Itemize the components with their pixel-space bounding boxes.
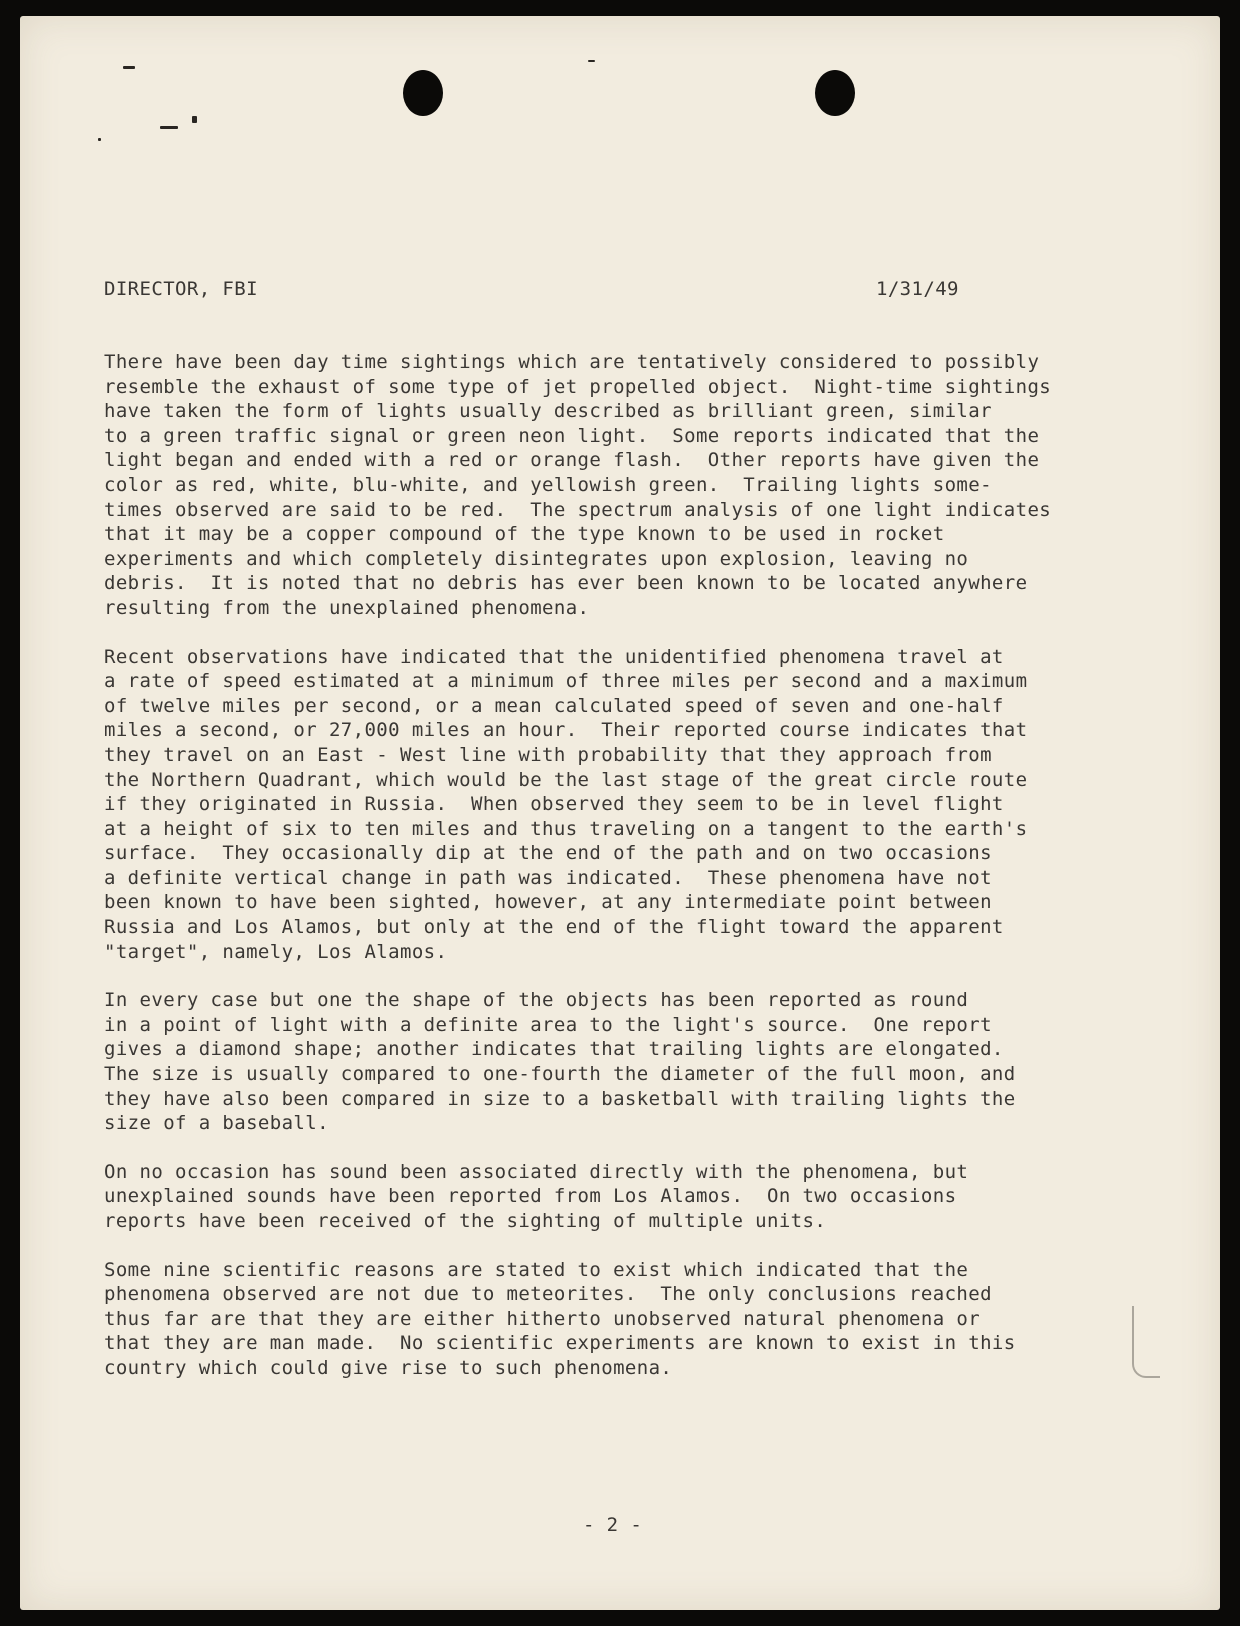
memo-paragraph [104, 1160, 1154, 1234]
ink-speck [588, 60, 595, 62]
paragraph-line: Some nine scientific reasons are stated to exist which indicated that the [104, 1258, 969, 1281]
memo-paragraph [104, 988, 1154, 1136]
punch-hole-right [815, 70, 855, 116]
paragraph-line: have taken the form of lights usually described as brilliant green, similar [104, 400, 992, 423]
paragraph-line: a definite vertical change in path was indicated. These phenomena have not [104, 866, 992, 889]
paragraph-line: The size is usually compared to one-fourth the diameter of the full moon, and [104, 1063, 1016, 1086]
paragraph-line: light began and ended with a red or orange flash. Other reports have given the [104, 449, 1040, 472]
paragraph-line: Russia and Los Alamos, but only at the end of the flight toward the apparent [104, 916, 1004, 939]
ink-speck [160, 126, 178, 129]
paragraph-line: gives a diamond shape; another indicates that trailing lights are elongated. [104, 1038, 1004, 1061]
paragraph-line: Recent observations have indicated that the unidentified phenomena travel at [104, 645, 1004, 668]
paragraph-line: On no occasion has sound been associated directly with the phenomena, but [104, 1160, 969, 1183]
memo-date: 1/31/49 [876, 278, 959, 300]
paragraph-line: There have been day time sightings which are tentatively considered to possibly [104, 351, 1040, 373]
punch-hole-left [403, 70, 443, 116]
paragraph-line: resemble the exhaust of some type of jet propelled object. Night-time sightings [104, 375, 1052, 398]
paragraph-line: resulting from the unexplained phenomena. [104, 596, 590, 619]
paragraph-line: to a green traffic signal or green neon light. Some reports indicated that the [104, 424, 1040, 447]
memo-paragraph [104, 1258, 1154, 1381]
paragraph-line: of twelve miles per second, or a mean calculated speed of seven and one-half [104, 694, 1004, 717]
paragraph-line: been known to have been sighted, however, at any intermediate point between [104, 891, 992, 914]
memo-body [104, 350, 1154, 1405]
paragraph-line: miles a second, or 27,000 miles an hour. Their reported course indicates that [104, 719, 1028, 742]
paragraph-line: if they originated in Russia. When observed they seem to be in level flight [104, 793, 1004, 816]
paragraph-line: that it may be a copper compound of the type known to be used in rocket [104, 523, 945, 546]
ink-speck [192, 116, 197, 123]
paragraph-line: "target", namely, Los Alamos. [104, 940, 448, 963]
paragraph-line: phenomena observed are not due to meteorites. The only conclusions reached [104, 1283, 992, 1306]
paragraph-line: debris. It is noted that no debris has ever been known to be located anywhere [104, 572, 1028, 595]
paragraph-line: that they are man made. No scientific experiments are known to exist in this [104, 1332, 1016, 1355]
page-number: - 2 - [583, 1514, 643, 1536]
paragraph-line: the Northern Quadrant, which would be the last stage of the great circle route [104, 768, 1028, 791]
margin-bracket-mark [1132, 1306, 1160, 1378]
ink-speck [98, 138, 101, 141]
paragraph-line: unexplained sounds have been reported from Los Alamos. On two occasions [104, 1185, 957, 1208]
paragraph-line: they have also been compared in size to a basketball with trailing lights the [104, 1087, 1016, 1110]
paragraph-line: times observed are said to be red. The spectrum analysis of one light indicates [104, 498, 1052, 521]
paragraph-line: country which could give rise to such phenomena. [104, 1356, 673, 1379]
memo-paragraph [104, 645, 1154, 965]
paragraph-line: in a point of light with a definite area to the light's source. One report [104, 1013, 992, 1036]
memo-paragraph [104, 350, 1154, 621]
memo-page [20, 16, 1220, 1610]
paragraph-line: size of a baseball. [104, 1112, 329, 1135]
paragraph-line: In every case but one the shape of the objects has been reported as round [104, 989, 969, 1012]
paragraph-line: experiments and which completely disintegrates upon explosion, leaving no [104, 547, 969, 570]
addressee: DIRECTOR, FBI [104, 278, 258, 300]
paragraph-line: at a height of six to ten miles and thus traveling on a tangent to the earth's [104, 817, 1028, 840]
paragraph-line: reports have been received of the sighting of multiple units. [104, 1210, 827, 1232]
paragraph-line: a rate of speed estimated at a minimum of three miles per second and a maximum [104, 670, 1028, 693]
paragraph-line: thus far are that they are either hitherto unobserved natural phenomena or [104, 1307, 981, 1330]
paragraph-line: color as red, white, blu-white, and yellowish green. Trailing lights some- [104, 473, 992, 496]
ink-speck [123, 66, 135, 69]
memo-header [104, 278, 1004, 306]
paragraph-line: surface. They occasionally dip at the end of the path and on two occasions [104, 842, 992, 865]
paragraph-line: they travel on an East - West line with probability that they approach from [104, 743, 992, 766]
